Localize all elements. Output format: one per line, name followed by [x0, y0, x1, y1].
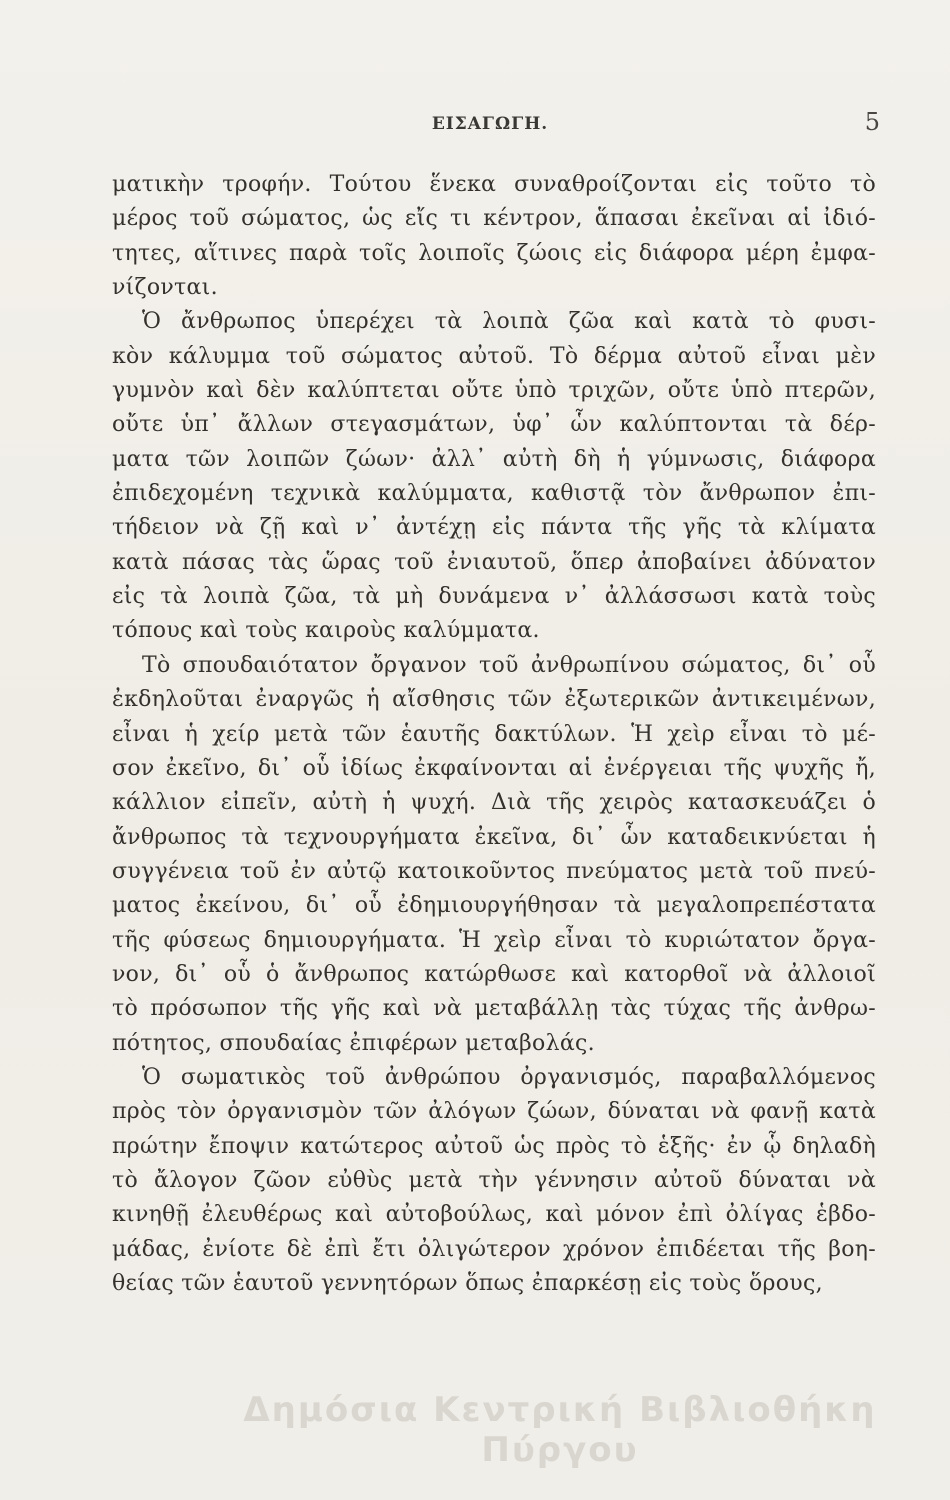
text-line: συγγένεια τοῦ ἐν αὐτῷ κατοικοῦντος πνεύματος μετὰ τοῦ πνεύ- — [112, 858, 876, 884]
running-title: ΕΙΣΑΓΩΓΗ. — [431, 114, 549, 134]
text-line: τὸ ἄλογον ζῶον εὐθὺς μετὰ τὴν γέννησιν αὐτοῦ δύναται νὰ — [112, 1167, 876, 1193]
text-line: πρώτην ἔποψιν κατώτερος αὐτοῦ ὡς πρὸς τὸ ἑξῆς· ἐν ᾧ δηλαδὴ — [112, 1133, 876, 1159]
paragraph — [112, 649, 876, 1061]
text-line: τῆς φύσεως δημιουργήματα. Ἡ χεὶρ εἶναι τὸ κυριώτατον ὄργα- — [112, 927, 876, 953]
text-line: τόπους καὶ τοὺς καιροὺς καλύμματα. — [112, 618, 540, 644]
text-line: πότητος, σπουδαίας ἐπιφέρων μεταβολάς. — [112, 1030, 595, 1056]
text-line: κατὰ πάσας τὰς ὥρας τοῦ ἐνιαυτοῦ, ὅπερ ἀποβαίνει ἀδύνατον — [112, 549, 876, 575]
text-line: Τὸ σπουδαιότατον ὄργανον τοῦ ἀνθρωπίνου σώματος, δι᾽ οὗ — [142, 652, 876, 678]
paragraph — [112, 1061, 876, 1301]
page-number: 5 — [864, 108, 880, 136]
text-line: κὸν κάλυμμα τοῦ σώματος αὐτοῦ. Τὸ δέρμα αὐτοῦ εἶναι μὲν — [112, 343, 876, 369]
text-line: εἶναι ἡ χείρ μετὰ τῶν ἑαυτῆς δακτύλων. Ἡ χεὶρ εἶναι τὸ μέ- — [112, 721, 876, 747]
text-line: κάλλιον εἰπεῖν, αὐτὴ ἡ ψυχή. Διὰ τῆς χειρὸς κατασκευάζει ὁ — [112, 790, 876, 816]
text-line: ματα τῶν λοιπῶν ζώων· ἀλλ᾽ αὐτὴ δὴ ἡ γύμνωσις, διάφορα — [112, 446, 876, 472]
library-watermark: Δημόσια Κεντρική Βιβλιοθήκη Πύργου — [243, 1390, 877, 1470]
text-line: γυμνὸν καὶ δὲν καλύπτεται οὔτε ὑπὸ τριχῶν, οὔτε ὑπὸ πτερῶν, — [112, 378, 876, 404]
text-line: ματος ἐκείνου, δι᾽ οὗ ἐδημιουργήθησαν τὰ μεγαλοπρεπέστατα — [112, 893, 876, 919]
paragraph — [112, 168, 876, 305]
text-line: Ὁ ἄνθρωπος ὑπερέχει τὰ λοιπὰ ζῶα καὶ κατὰ τὸ φυσι- — [142, 309, 876, 335]
text-line: σον ἐκεῖνο, δι᾽ οὗ ἰδίως ἐκφαίνονται αἱ ἐνέργειαι τῆς ψυχῆς ἤ, — [112, 755, 876, 781]
running-head — [100, 106, 880, 146]
text-line: μάδας, ἐνίοτε δὲ ἐπὶ ἔτι ὀλιγώτερον χρόνον ἐπιδέεται τῆς βοη- — [112, 1236, 876, 1262]
text-line: νίζονται. — [112, 275, 218, 301]
text-line: τήδειον νὰ ζῇ καὶ ν᾽ ἀντέχῃ εἰς πάντα τῆς γῆς τὰ κλίματα — [112, 515, 876, 541]
text-line: ματικὴν τροφήν. Τούτου ἕνεκα συναθροίζονται εἰς τοῦτο τὸ — [112, 172, 876, 197]
body-text — [112, 168, 876, 1301]
text-line: εἰς τὰ λοιπὰ ζῶα, τὰ μὴ δυνάμενα ν᾽ ἀλλάσσωσι κατὰ τοὺς — [112, 584, 876, 610]
text-line: τητες, αἵτινες παρὰ τοῖς λοιποῖς ζώοις εἰς διάφορα μέρη ἐμφα- — [112, 240, 876, 266]
text-line: Ὁ σωματικὸς τοῦ ἀνθρώπου ὀργανισμός, παραβαλλόμενος — [142, 1064, 876, 1090]
text-line: οὔτε ὑπ᾽ ἄλλων στεγασμάτων, ὑφ᾽ ὧν καλύπτονται τὰ δέρ- — [112, 412, 876, 438]
text-line: θείας τῶν ἑαυτοῦ γεννητόρων ὅπως ἐπαρκέσῃ εἰς τοὺς ὅρους, — [112, 1271, 823, 1296]
text-line: ἐπιδεχομένη τεχνικὰ καλύμματα, καθιστᾷ τὸν ἄνθρωπον ἐπι- — [112, 481, 876, 507]
text-line: μέρος τοῦ σώματος, ὡς εἴς τι κέντρον, ἅπασαι ἐκεῖναι αἱ ἰδιό- — [112, 206, 876, 232]
paragraph — [112, 305, 876, 648]
text-line: νον, δι᾽ οὗ ὁ ἄνθρωπος κατώρθωσε καὶ κατορθοῖ νὰ ἀλλοιοῖ — [112, 961, 876, 987]
text-line: ἄνθρωπος τὰ τεχνουργήματα ἐκεῖνα, δι᾽ ὧν καταδεικνύεται ἡ — [112, 824, 876, 850]
text-line: κινηθῇ ἐλευθέρως καὶ αὐτοβούλως, καὶ μόνον ἐπὶ ὀλίγας ἑβδο- — [112, 1202, 876, 1228]
text-line: τὸ πρόσωπον τῆς γῆς καὶ νὰ μεταβάλλῃ τὰς τύχας τῆς ἀνθρω- — [112, 996, 876, 1022]
text-line: ἐκδηλοῦται ἐναργῶς ἡ αἴσθησις τῶν ἐξωτερικῶν ἀντικειμένων, — [112, 687, 876, 713]
text-line: πρὸς τὸν ὀργανισμὸν τῶν ἀλόγων ζώων, δύναται νὰ φανῇ κατὰ — [112, 1099, 876, 1125]
